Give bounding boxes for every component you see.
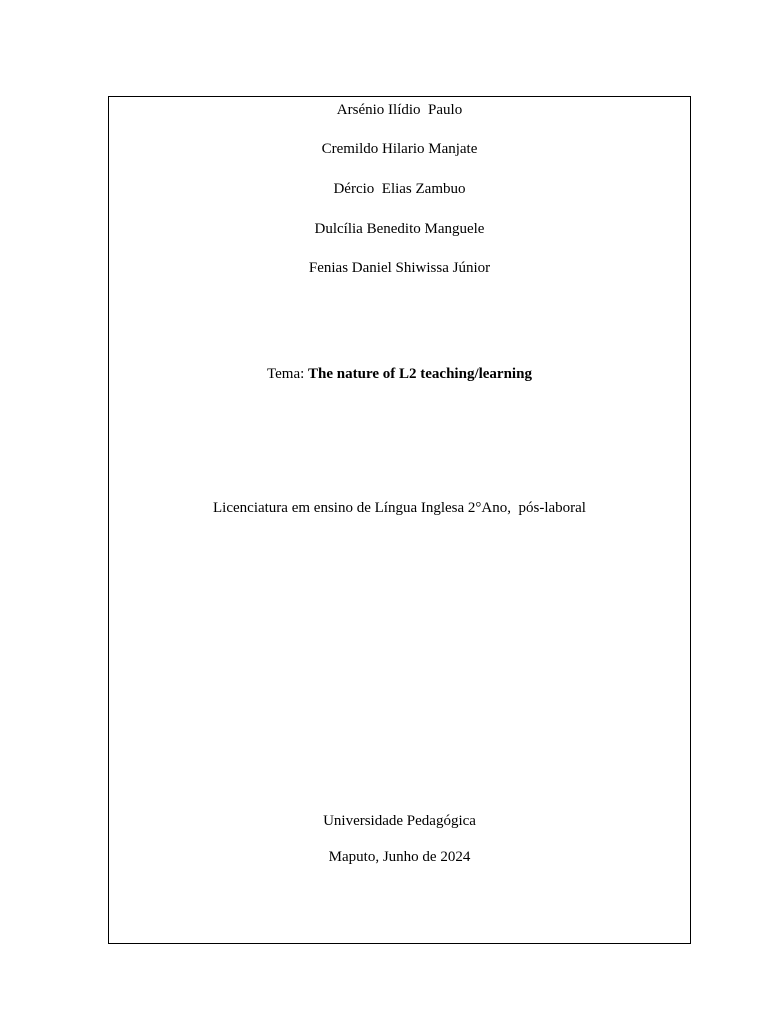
author-name: Dércio Elias Zambuo [333, 181, 466, 197]
course-description: Licenciatura em ensino de Língua Inglesa 2°Ano, pós-laboral [213, 500, 586, 516]
author-name: Cremildo Hilario Manjate [321, 141, 478, 157]
theme-line [109, 365, 690, 383]
place-and-date: Maputo, Junho de 2024 [328, 849, 471, 865]
theme-title: The nature of L2 teaching/learning [308, 366, 532, 382]
author-name: Fenias Daniel Shiwissa Júnior [308, 260, 491, 276]
author-name: Dulcília Benedito Manguele [314, 221, 485, 237]
institution-name: Universidade Pedagógica [323, 813, 476, 829]
theme-label: Tema: [267, 366, 309, 382]
author-name: Arsénio Ilídio Paulo [336, 102, 463, 118]
cover-page-frame [108, 96, 691, 944]
